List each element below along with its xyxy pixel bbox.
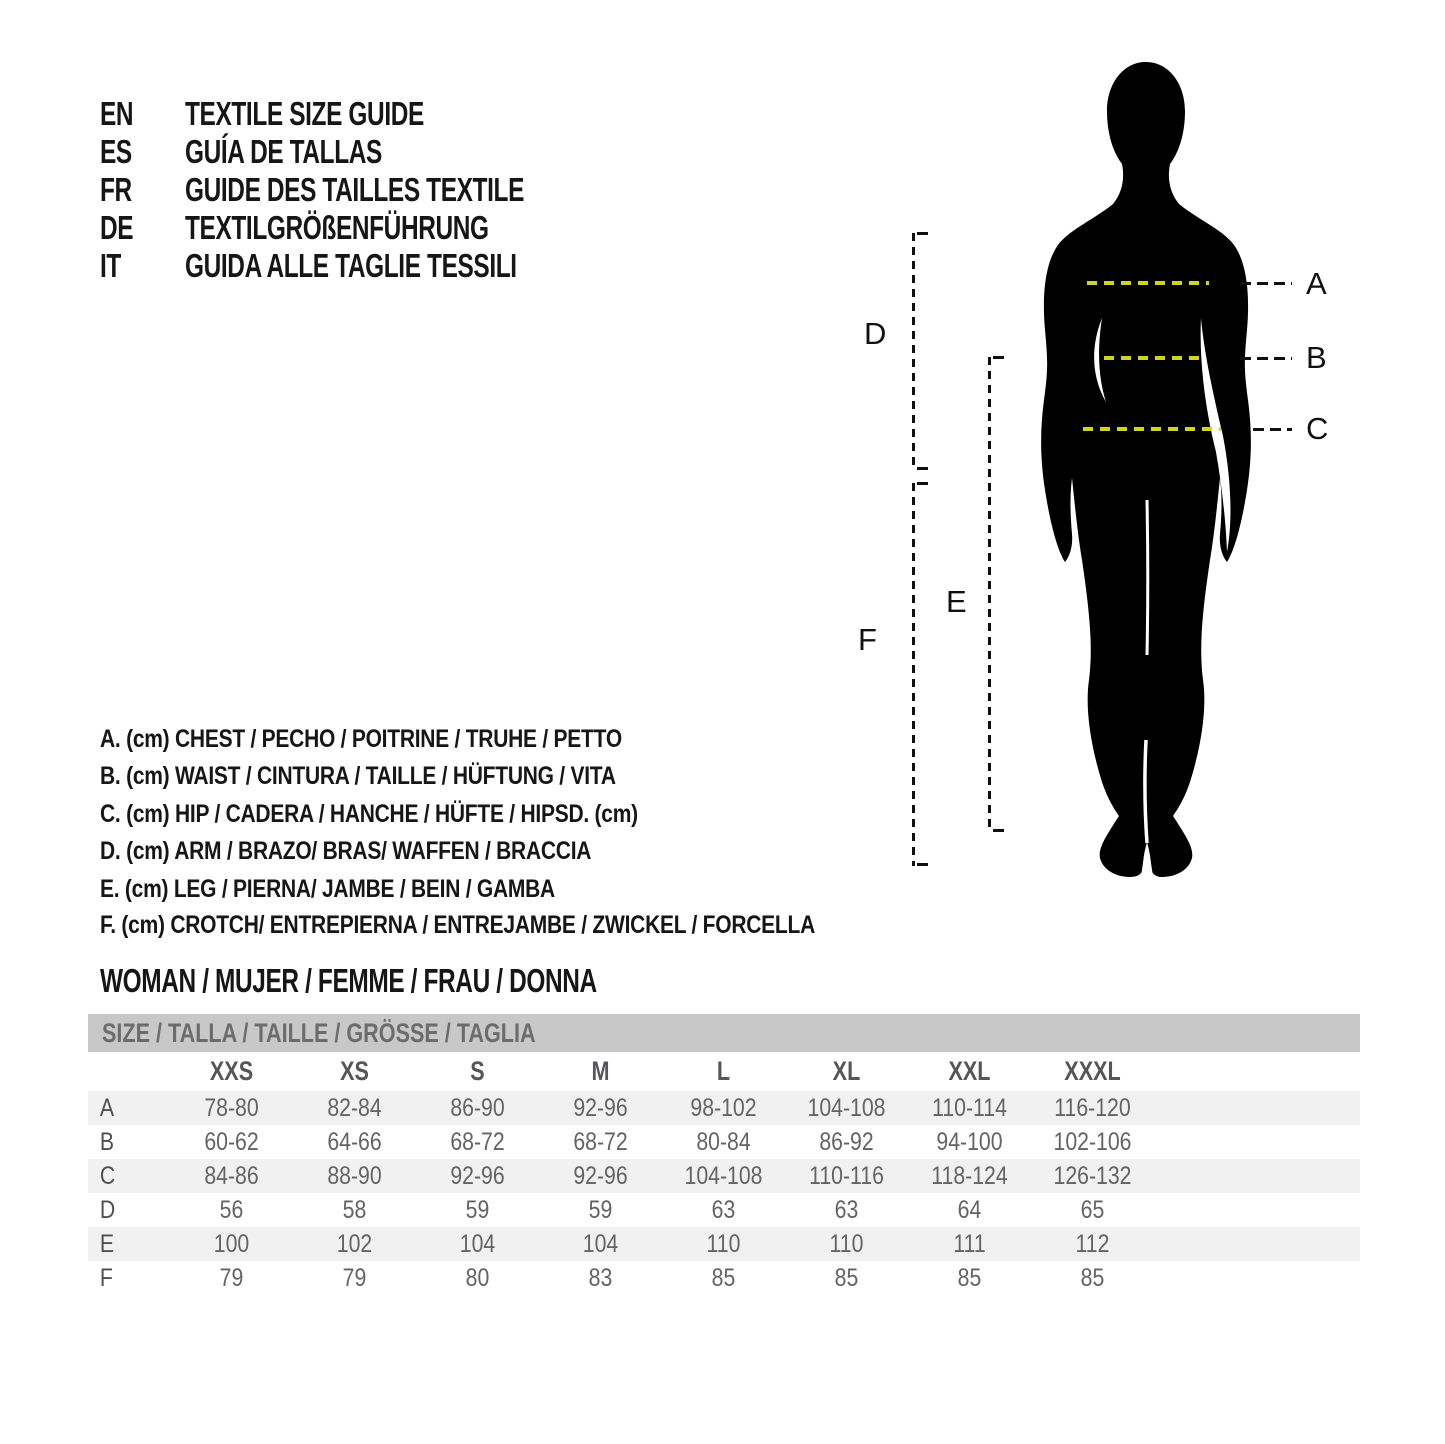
language-title: GUÍA DE TALLAS	[185, 133, 382, 170]
size-value: 102-106	[1053, 1127, 1132, 1156]
arm-line-bottom-tick	[917, 467, 928, 470]
size-value: 78-80	[204, 1093, 259, 1122]
gender-heading-text: WOMAN / MUJER / FEMME / FRAU / DONNA	[100, 962, 597, 999]
language-title: GUIDA ALLE TAGLIE TESSILI	[185, 247, 517, 284]
legend-text: E. (cm) LEG / PIERNA/ JAMBE / BEIN / GAMBA	[100, 874, 555, 903]
language-title: TEXTILGRÖßENFÜHRUNG	[185, 209, 489, 246]
size-value: 126-132	[1053, 1161, 1132, 1190]
crotch-label: F	[858, 622, 877, 657]
woman-silhouette	[1020, 55, 1280, 885]
size-header-row	[88, 1052, 1360, 1091]
waist-measure-line-yellow	[1104, 356, 1201, 360]
size-value: 63	[711, 1195, 736, 1224]
size-value: 59	[588, 1195, 613, 1224]
leg-line-top-tick	[993, 356, 1004, 359]
size-value: 84-86	[204, 1161, 259, 1190]
legend-line-arm	[100, 836, 685, 866]
size-value: 104-108	[684, 1161, 763, 1190]
size-value: 58	[342, 1195, 367, 1224]
language-row-es	[100, 134, 451, 170]
language-row-de	[100, 210, 595, 246]
crotch-line-bottom-tick	[917, 863, 928, 866]
crotch-line-top-tick	[917, 482, 928, 485]
crotch-measure-line	[912, 483, 915, 866]
size-value: 85	[711, 1263, 736, 1292]
legend-text: B. (cm) WAIST / CINTURA / TAILLE / HÜFTUNG / VITA	[100, 761, 616, 790]
arm-line-top-tick	[917, 232, 928, 235]
table-row-crotch	[88, 1261, 1360, 1295]
row-label: D	[99, 1195, 116, 1224]
size-value: 68-72	[573, 1127, 628, 1156]
row-label: F	[99, 1263, 113, 1292]
legend-text: C. (cm) HIP / CADERA / HANCHE / HÜFTE / HIPSD. (cm)	[100, 799, 638, 828]
language-title: TEXTILE SIZE GUIDE	[185, 95, 424, 132]
gender-heading	[100, 964, 771, 998]
table-row-leg	[88, 1227, 1360, 1261]
size-value: 98-102	[690, 1093, 757, 1122]
size-value: 104	[582, 1229, 619, 1258]
size-col-s: S	[470, 1056, 485, 1086]
waist-label: B	[1306, 340, 1327, 375]
size-value: 79	[342, 1263, 367, 1292]
size-col-xl: XL	[832, 1056, 861, 1086]
size-value: 64	[957, 1195, 982, 1224]
size-table-title-bar	[88, 1014, 1360, 1052]
hip-label: C	[1306, 411, 1329, 446]
leg-measure-line	[988, 357, 991, 832]
table-row-hip	[88, 1159, 1360, 1193]
size-col-l: L	[716, 1056, 731, 1086]
size-table	[88, 1014, 1360, 1295]
size-value: 59	[465, 1195, 490, 1224]
size-table-title: SIZE / TALLA / TAILLE / GRÖSSE / TAGLIA	[102, 1017, 536, 1048]
size-value: 60-62	[204, 1127, 259, 1156]
size-value: 92-96	[450, 1161, 505, 1190]
size-value: 85	[1080, 1263, 1105, 1292]
size-value: 88-90	[327, 1161, 382, 1190]
row-label: A	[99, 1093, 115, 1122]
language-code	[100, 209, 185, 247]
language-title: GUIDE DES TAILLES TEXTILE	[185, 171, 524, 208]
chest-label: A	[1306, 266, 1327, 301]
legend-line-hip	[100, 799, 740, 829]
chest-measure-line	[1240, 282, 1292, 285]
language-row-fr	[100, 172, 643, 208]
size-col-m: M	[591, 1056, 610, 1086]
size-value: 68-72	[450, 1127, 505, 1156]
size-value: 65	[1080, 1195, 1105, 1224]
language-code	[100, 95, 185, 133]
language-code	[100, 133, 185, 171]
size-value: 112	[1075, 1229, 1110, 1258]
language-code-text: ES	[100, 133, 132, 170]
size-col-xxl: XXL	[948, 1056, 991, 1086]
legend-text: F. (cm) CROTCH/ ENTREPIERNA / ENTREJAMBE / ZWICKEL / FORCELLA	[100, 910, 815, 939]
size-value: 102	[336, 1229, 373, 1258]
language-code-text: EN	[100, 95, 134, 132]
row-label: C	[99, 1161, 116, 1190]
size-value: 111	[953, 1229, 986, 1258]
size-value: 110	[829, 1229, 864, 1258]
arm-measure-line	[912, 233, 915, 470]
table-row-waist	[88, 1125, 1360, 1159]
legend-line-leg	[100, 874, 642, 904]
size-col-xxxl: XXXL	[1064, 1056, 1121, 1086]
size-value: 86-92	[819, 1127, 874, 1156]
size-value: 82-84	[327, 1093, 382, 1122]
size-value: 85	[957, 1263, 982, 1292]
row-label: E	[99, 1229, 115, 1258]
table-row-chest	[88, 1091, 1360, 1125]
size-value: 104	[459, 1229, 496, 1258]
language-row-it	[100, 248, 633, 284]
size-value: 116-120	[1054, 1093, 1131, 1122]
language-code-text: FR	[100, 171, 132, 208]
chest-measure-line-yellow	[1087, 281, 1209, 285]
size-value: 64-66	[327, 1127, 382, 1156]
language-code	[100, 171, 185, 209]
size-value: 104-108	[807, 1093, 886, 1122]
size-value: 110-116	[809, 1161, 884, 1190]
legend-line-waist	[100, 761, 714, 791]
leg-label: E	[946, 584, 967, 619]
legend-line-crotch	[100, 910, 951, 940]
size-value: 92-96	[573, 1161, 628, 1190]
size-value: 110-114	[932, 1093, 1007, 1122]
size-value: 110	[706, 1229, 741, 1258]
waist-measure-line	[1240, 357, 1292, 360]
size-value: 92-96	[573, 1093, 628, 1122]
language-code	[100, 247, 185, 285]
size-value: 86-90	[450, 1093, 505, 1122]
size-value: 80	[465, 1263, 490, 1292]
size-value: 63	[834, 1195, 859, 1224]
row-label: B	[99, 1127, 115, 1156]
size-col-xxs: XXS	[209, 1056, 254, 1086]
arm-label: D	[864, 316, 887, 351]
legend-text: A. (cm) CHEST / PECHO / POITRINE / TRUHE / PETTO	[100, 724, 622, 753]
leg-line-bottom-tick	[993, 829, 1004, 832]
size-value: 94-100	[936, 1127, 1003, 1156]
size-value: 56	[219, 1195, 244, 1224]
size-value: 83	[588, 1263, 613, 1292]
table-row-arm	[88, 1193, 1360, 1227]
language-code-text: IT	[100, 247, 121, 284]
size-value: 79	[219, 1263, 244, 1292]
hip-measure-line-yellow	[1083, 427, 1221, 431]
size-value: 118-124	[931, 1161, 1008, 1190]
size-value: 85	[834, 1263, 859, 1292]
size-value: 80-84	[696, 1127, 751, 1156]
language-row-en	[100, 96, 508, 132]
size-value: 100	[213, 1229, 250, 1258]
legend-line-chest	[100, 724, 721, 754]
legend-text: D. (cm) ARM / BRAZO/ BRAS/ WAFFEN / BRACCIA	[100, 836, 592, 865]
hip-measure-line	[1253, 428, 1292, 431]
size-col-xs: XS	[340, 1056, 369, 1086]
language-code-text: DE	[100, 209, 134, 246]
